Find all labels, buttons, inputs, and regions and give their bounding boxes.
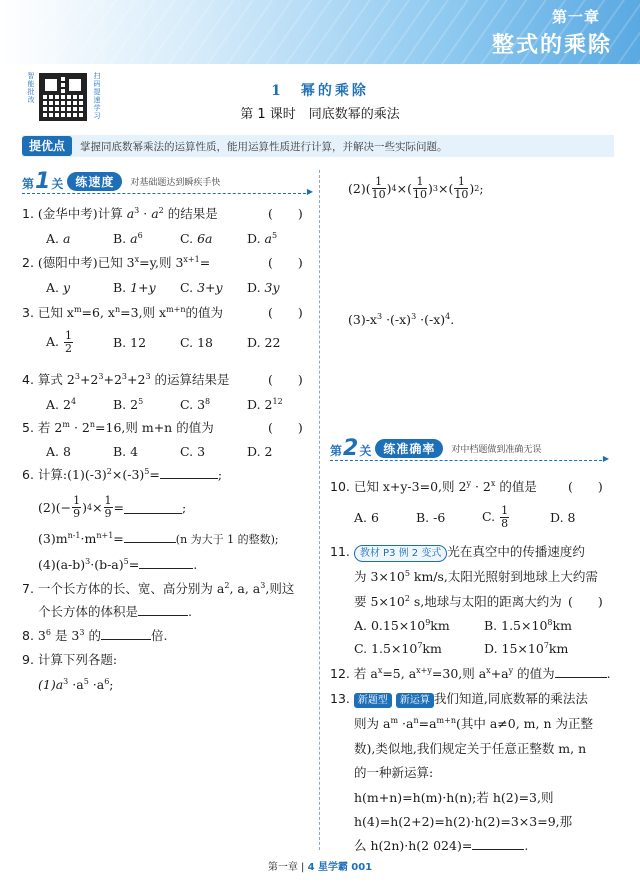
answer-paren-4[interactable]: ( ): [268, 372, 303, 387]
option-b[interactable]: B. 1+y: [113, 280, 156, 295]
new-type-tag: 新题型: [354, 693, 392, 708]
answer-paren-2[interactable]: ( ): [268, 255, 303, 270]
question-1: 1. (金华中考)计算 $a^3 \cdot a^2$ 的结果是: [22, 206, 218, 221]
blank-6-2[interactable]: [124, 502, 182, 514]
blank-12[interactable]: [555, 666, 607, 678]
option-a[interactable]: A. $0.15\times 10^9km$: [354, 618, 450, 633]
option-d[interactable]: D. 22: [247, 334, 281, 350]
page-footer: 第一章 | 4 星学霸 001: [267, 862, 373, 873]
option-b[interactable]: B. -6: [416, 509, 446, 525]
question-13-line6: h(4)=h(2+2)=h(2)·h(2)=3×3=9,那: [354, 814, 573, 829]
level2-num: 2: [343, 435, 359, 461]
qr-left-label: 智能批改: [27, 72, 35, 104]
level1-pill: 练速度: [67, 172, 122, 191]
option-a[interactable]: A. a: [46, 231, 71, 246]
blank-7[interactable]: [138, 604, 188, 616]
question-7-line2: 个长方体的体积是 .: [38, 604, 192, 619]
answer-paren-3[interactable]: ( ): [268, 305, 303, 320]
question-6-3: $(3)m^{n-1}\cdot m^{n+1}= (n$ 为大于 1 的整数);: [38, 531, 279, 546]
question-9-2: (2) ( $\frac{1}{10}$ ) 4 × ( $\frac{1}{10}$ ) 3 × ( $\frac{1}{10}$ ) 2 ;: [348, 175, 484, 201]
footer-chapter: 第一章: [267, 862, 298, 873]
question-13-line2: 则为 $a^m \cdot a^n=a^{m+n}$(其中 a≠0, m, n 为正整: [354, 716, 593, 731]
options-2: [46, 279, 307, 297]
question-7: 7. 一个长方体的长、宽、高分别为 $a^2$, a, $a^3$,则这: [22, 581, 295, 596]
new-op-tag: 新运算: [396, 693, 434, 708]
question-6-2: (2) (− $\frac{1}{9}$ ) 4 × $\frac{1}{9}$ = ;: [38, 494, 187, 520]
level2-desc: 对中档题做到准确无误: [451, 444, 542, 455]
options-10: [354, 505, 600, 530]
question-11: 11. 教材 P3 例 2 变式 光在真空中的传播速度约: [330, 543, 585, 562]
chapter-label: 第一章: [551, 8, 600, 26]
question-9-1: $(1)a^3 \cdot a^5 \cdot a^6$;: [38, 677, 114, 692]
options-3: [46, 330, 307, 355]
question-9: 9. 计算下列各题:: [22, 652, 118, 667]
answer-paren-11[interactable]: ( ): [568, 594, 603, 609]
question-11-line2: 为 $3\times 10^5$ km/s,太阳光照射到地球上大约需: [354, 569, 598, 584]
level2-post: 关: [359, 443, 372, 458]
level2-pill: 练准确率: [375, 439, 443, 458]
options-11-row1: [354, 617, 604, 635]
option-c[interactable]: C. $3^8$: [180, 397, 211, 412]
question-13-line5: h(m+n)=h(m)·h(n);若 h(2)=3,则: [354, 790, 554, 805]
page-number: 001: [351, 862, 373, 873]
level2-pre: 第: [330, 443, 343, 458]
question-8: 8. $3^6$ 是 $3^3$ 的 倍.: [22, 628, 168, 643]
answer-paren-1[interactable]: ( ): [268, 206, 303, 221]
option-d[interactable]: D. $a^5$: [247, 231, 278, 246]
question-6-4: $(4)(a-b)^3\cdot(b-a)^5=$ .: [38, 557, 198, 572]
question-4: 4. 算式 $2^3+2^3+2^3+2^3$ 的运算结果是: [22, 372, 230, 387]
options-1: [46, 230, 307, 248]
question-3: 3. 已知 $x^m=6$, $x^n=3$,则 $x^{m+n}$的值为: [22, 305, 224, 320]
chapter-name: 整式的乘除: [491, 33, 612, 58]
blank-6-1[interactable]: [160, 467, 218, 479]
answer-paren-10[interactable]: ( ): [568, 479, 603, 494]
option-d[interactable]: D. 3y: [247, 280, 280, 295]
tip-tag: 提优点: [22, 136, 72, 156]
option-b[interactable]: B. 12: [113, 334, 147, 350]
answer-paren-5[interactable]: ( ): [268, 420, 303, 435]
option-b[interactable]: B. $a^6$: [113, 231, 143, 246]
option-a[interactable]: A. $2^4$: [46, 397, 77, 412]
options-4: [46, 396, 307, 414]
footer-brand: 4 星学霸: [307, 862, 349, 873]
question-11-line3: 要 $5\times 10^2$ s,地球与太阳的距离大约为: [354, 594, 562, 609]
blank-8[interactable]: [101, 628, 151, 640]
option-c[interactable]: C. 3+y: [180, 280, 223, 295]
options-5: [46, 443, 307, 461]
question-5: 5. 若 $2^m \cdot 2^n=16$,则 m+n 的值为: [22, 420, 214, 435]
option-d[interactable]: D. 2: [247, 444, 273, 459]
option-a[interactable]: A. y: [46, 280, 71, 295]
option-d[interactable]: D. 8: [550, 509, 576, 525]
option-c[interactable]: C. $\frac{1}{8}$: [482, 504, 509, 530]
options-11-row2: [354, 640, 604, 658]
blank-13[interactable]: [472, 838, 524, 850]
option-d[interactable]: D. $15\times 10^7km$: [484, 641, 569, 656]
section-title: 1 幂的乘除: [271, 83, 369, 99]
question-13-line4: 的一种新运算:: [354, 765, 434, 780]
option-a[interactable]: A. 8: [46, 444, 71, 459]
option-d[interactable]: D. $2^{12}$: [247, 397, 283, 412]
level1-post: 关: [51, 176, 64, 191]
question-13-line3: 数),类似地,我们规定关于任意正整数 m, n: [354, 741, 587, 756]
textbook-tag: 教材 P3 例 2 变式: [354, 545, 447, 562]
blank-6-4[interactable]: [139, 557, 193, 569]
level1-pre: 第: [22, 176, 35, 191]
question-13-line7: 么 h(2n)·h(2 024)= .: [354, 838, 529, 853]
tip-text: 掌握同底数幂乘法的运算性质，能用运算性质进行计算，并解决一些实际问题。: [80, 140, 448, 153]
lesson-title: 第 1 课时 同底数幂的乘法: [240, 107, 400, 122]
option-a[interactable]: A. 6: [354, 509, 379, 525]
option-b[interactable]: B. $1.5\times 10^8km$: [484, 618, 572, 633]
question-10: 10. 已知 x+y-3=0,则 2$^y$ · 2$^x$ 的值是: [330, 479, 537, 494]
level1-num: 1: [35, 168, 51, 194]
blank-6-3[interactable]: [124, 531, 176, 543]
option-c[interactable]: C. 3: [180, 444, 206, 459]
option-b[interactable]: B. $2^5$: [113, 397, 144, 412]
question-2: 2. (德阳中考)已知 $3^x=y$,则 $3^{x+1}=$: [22, 255, 211, 270]
option-c[interactable]: C. $1.5\times 10^7km$: [354, 641, 442, 656]
option-c[interactable]: C. 18: [180, 334, 213, 350]
question-12: 12. 若 $a^x=5$, $a^{x+y}=30$,则 $a^x+a^y$ 的值为 .: [330, 666, 611, 681]
option-b[interactable]: B. 4: [113, 444, 139, 459]
level1-desc: 对基础题达到瞬疾手快: [130, 177, 221, 188]
right-column: [320, 0, 640, 885]
question-6: 6. 计算$:(1)(-3)^2\times(-3)^5=$ ;: [22, 467, 223, 482]
option-a[interactable]: A. $\frac{1}{2}$: [46, 329, 72, 355]
option-c[interactable]: C. 6a: [180, 231, 213, 246]
question-9-3: $(3)-x^3 \cdot(-x)^3 \cdot(-x)^4$.: [348, 312, 455, 327]
qr-right-label: 扫码提速学习: [93, 72, 101, 120]
question-13: 13. 新题型 新运算 我们知道,同底数幂的乘法法: [330, 691, 588, 706]
